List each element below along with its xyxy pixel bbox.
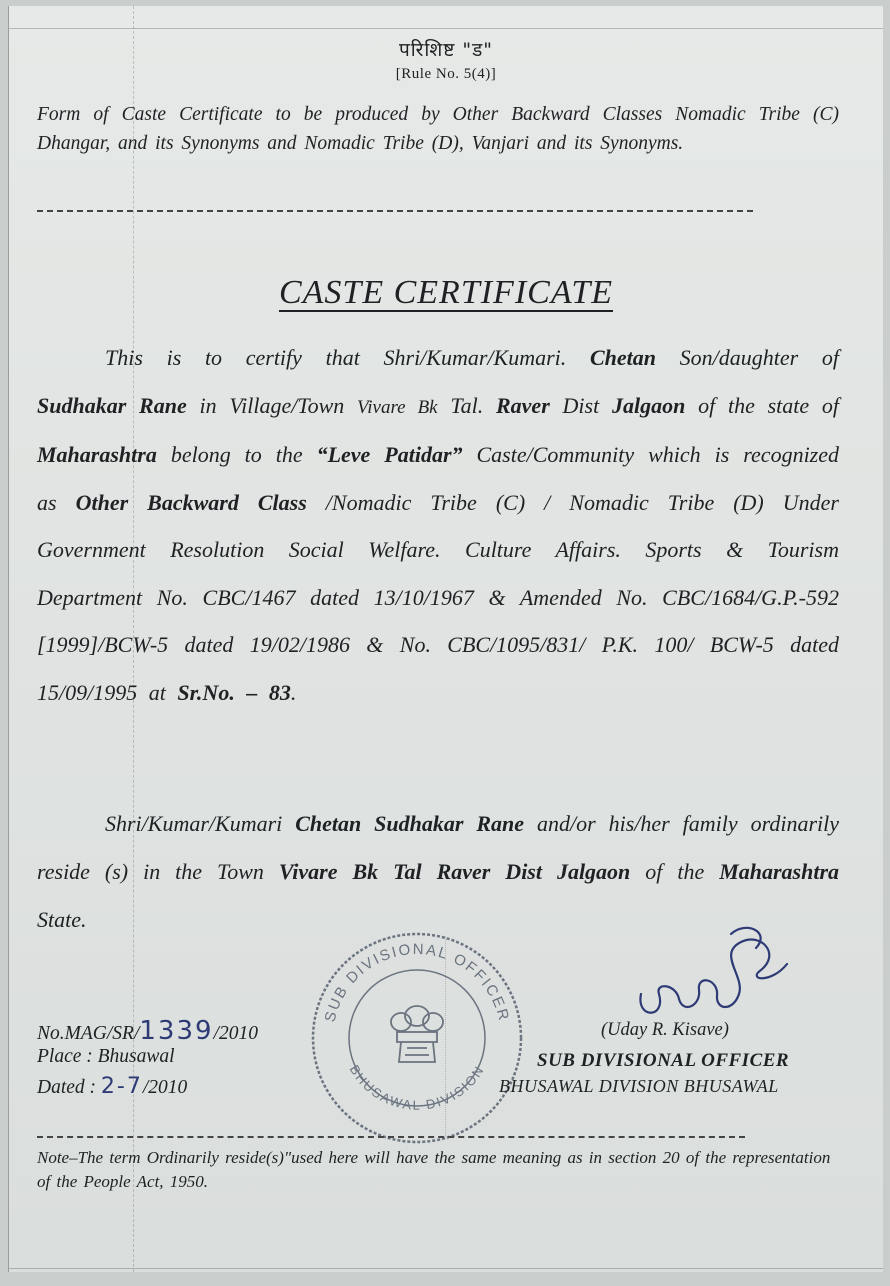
serial-number: Sr.No. – 83 xyxy=(177,679,291,705)
father-name: Sudhakar Rane xyxy=(37,392,187,418)
officer-division: BHUSAWAL DIVISION BHUSAWAL xyxy=(499,1076,779,1096)
officer-title: SUB DIVISIONAL OFFICER xyxy=(537,1050,790,1071)
rule-reference: [Rule No. 5(4)] xyxy=(395,66,497,82)
place-label: Place : xyxy=(37,1046,93,1067)
form-description: Form of Caste Certificate to be produced by Other Backward Classes Nomadic Tribe (C) Dhangar, and its Synonyms and Nomadic Tribe (D), Vanjari and its Synonyms. xyxy=(37,104,839,154)
text-segment: belong to the xyxy=(170,442,303,467)
emblem-icon xyxy=(391,1006,443,1062)
text-segment: in Village/Town xyxy=(199,392,345,418)
district-name: Jalgaon xyxy=(611,392,686,418)
signature-stroke xyxy=(640,928,787,1013)
place-value: Bhusawal xyxy=(97,1046,175,1067)
divider xyxy=(37,1136,745,1138)
date-year: /2010 xyxy=(142,1077,188,1098)
text-segment: Dist xyxy=(562,392,600,418)
residence-town: Vivare Bk Tal Raver Dist Jalgaon xyxy=(278,859,631,884)
text-segment: Shri/Kumar/Kumari xyxy=(105,811,283,836)
certificate-page xyxy=(8,6,883,1272)
footnote: Note–The term Ordinarily reside(s)"used here will have the same meaning as in section 20 of the representation of the People Act, 1950. xyxy=(37,1148,831,1191)
text-segment: Tal. xyxy=(450,392,484,418)
date-handwritten: 2-7 xyxy=(100,1074,143,1099)
text-segment: . xyxy=(290,679,297,705)
official-seal xyxy=(305,926,529,1150)
date-line xyxy=(37,1074,187,1099)
number-handwritten: 1339 xyxy=(139,1016,214,1046)
text-segment: /Nomadic Tribe (C) / Nomadic Tribe (D) Under Government Resolution Social Welfare. Culture Affairs. Sports & Tourism Department No. CBC/1467 dated 13/10/1967 & Amended No. CBC/1684/G.P.-592 [1999]/BCW-5 dated 19/02/1986 & No. CBC/1095/831/ P.K. 100/ BCW-5 dated 15/09/1995 at xyxy=(37,489,839,705)
officer-signature xyxy=(621,924,801,1034)
certificate-number xyxy=(37,1016,258,1046)
seal-bottom-text: BHUSAWAL DIVISION xyxy=(346,1062,488,1113)
applicant-full-name: Chetan Sudhakar Rane xyxy=(295,811,525,836)
fold-crease xyxy=(9,28,883,29)
text-segment: Son/daughter of xyxy=(679,345,840,370)
text-segment: This is to certify that Shri/Kumar/Kumari. xyxy=(105,345,567,370)
text-segment: of the xyxy=(645,859,705,884)
fold-crease xyxy=(9,1268,883,1269)
category-name: Other Backward Class xyxy=(75,489,307,515)
officer-name: (Uday R. Kisave) xyxy=(601,1020,729,1040)
applicant-name: Chetan xyxy=(589,345,656,370)
divider xyxy=(37,210,753,212)
text-segment: of the state of xyxy=(698,392,840,418)
number-year: /2010 xyxy=(213,1023,258,1044)
caste-name: “Leve Patidar” xyxy=(316,442,463,467)
number-label: No.MAG/SR/ xyxy=(37,1023,140,1044)
seal-top-text: SUB DIVISIONAL OFFICER xyxy=(321,940,513,1024)
residence-state: Maharashtra xyxy=(719,859,840,884)
certificate-paragraph-1 xyxy=(37,334,839,716)
state-name: Maharashtra xyxy=(37,442,157,467)
taluka-name: Raver xyxy=(495,392,550,418)
date-label: Dated : xyxy=(37,1077,97,1098)
village-name: Vivare Bk xyxy=(357,396,438,418)
text-segment: and/or his/her family ordinarily reside (s) in the Town xyxy=(37,811,840,884)
certificate-title-text: CASTE CERTIFICATE xyxy=(278,274,614,311)
appendix-label: परिशिष्ट "ड" xyxy=(398,39,494,61)
certificate-title xyxy=(9,274,883,312)
place-line xyxy=(37,1046,175,1068)
text-segment: State. xyxy=(37,907,87,932)
text-segment: Caste/Community which is recognized as xyxy=(37,442,840,515)
certificate-paragraph-2 xyxy=(37,800,839,944)
